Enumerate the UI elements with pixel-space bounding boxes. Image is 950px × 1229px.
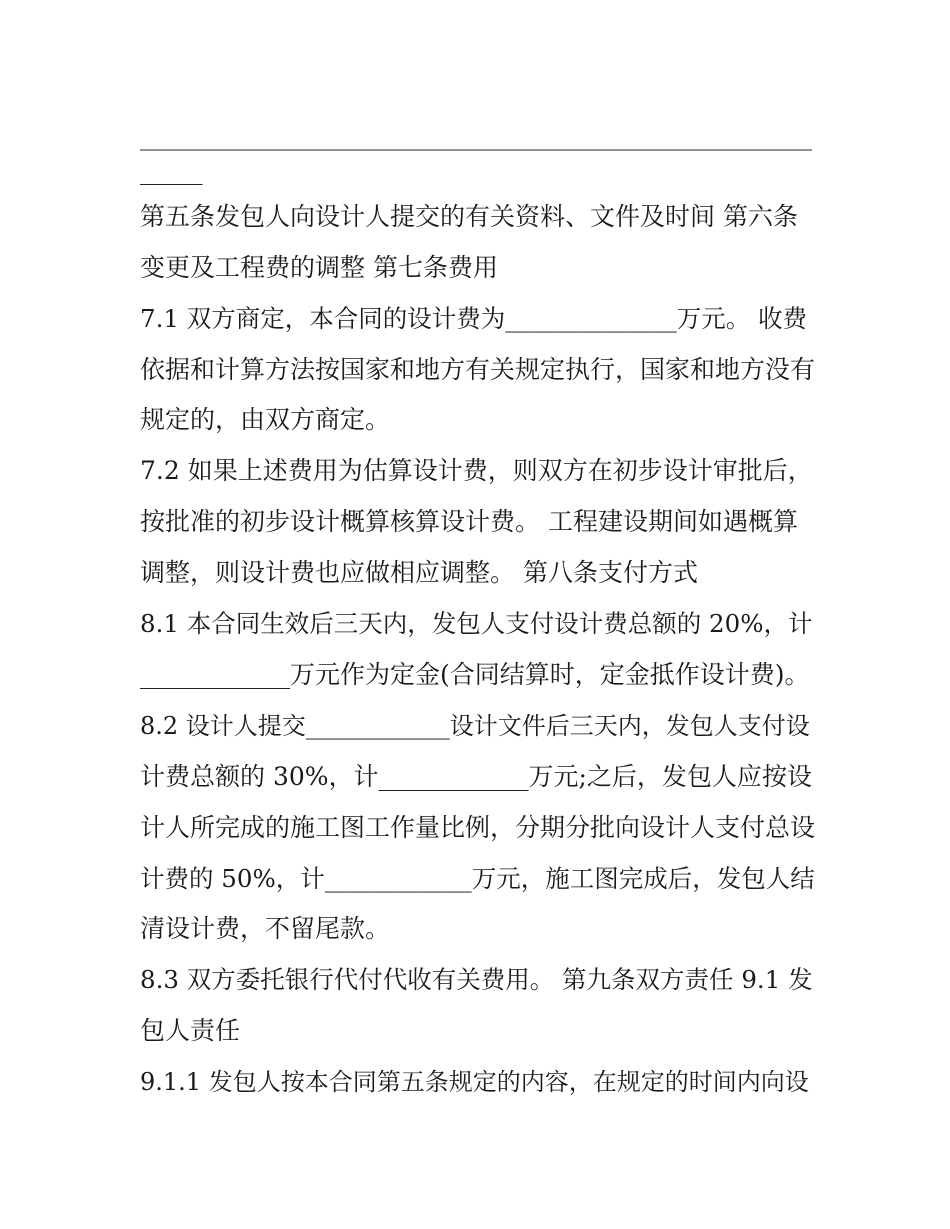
text-line: 7.1 双方商定，本合同的设计费为______________万元。 收费 (140, 304, 808, 333)
text-line: 计人所完成的施工图工作量比例，分期分批向设计人支付总设 (140, 813, 816, 842)
text-line: 计费的 50%，计____________万元，施工图完成后，发包人结 (140, 864, 815, 893)
text-line: 8.2 设计人提交____________设计文件后三天内，发包人支付设 (140, 712, 810, 740)
text-line: 8.1 本合同生效后三天内，发包人支付设计费总额的 20%，计 (140, 609, 813, 638)
text-line: 调整，则设计费也应做相应调整。 第八条支付方式 (140, 558, 698, 587)
text-line: 依据和计算方法按国家和地方有关规定执行，国家和地方没有 (140, 355, 816, 384)
text-line: ____________万元作为定金(合同结算时，定金抵作设计费)。 (140, 660, 810, 689)
text-line: 规定的，由双方商定。 (140, 405, 391, 434)
text-line: 计费总额的 30%，计____________万元;之后，发包人应按设 (140, 762, 812, 791)
text-line: 7.2 如果上述费用为估算设计费，则双方在初步设计审批后， (140, 456, 813, 485)
blank-line: _____ (140, 156, 203, 185)
blank-line: ________________________________________________________ (140, 123, 812, 151)
text-line: 包人责任 (140, 1016, 241, 1045)
text-line: 9.1.1 发包人按本合同第五条规定的内容，在规定的时间内向设 (140, 1068, 809, 1096)
text-line: 8.3 双方委托银行代付代收有关费用。 第九条双方责任 9.1 发 (140, 965, 813, 994)
text-line: 变更及工程费的调整 第七条费用 (140, 253, 498, 282)
text-line: 按批准的初步设计概算核算设计费。 工程建设期间如遇概算 (140, 507, 798, 536)
text-line: 清设计费，不留尾款。 (140, 914, 391, 943)
text-line: 第五条发包人向设计人提交的有关资料、文件及时间 第六条 (140, 202, 798, 231)
